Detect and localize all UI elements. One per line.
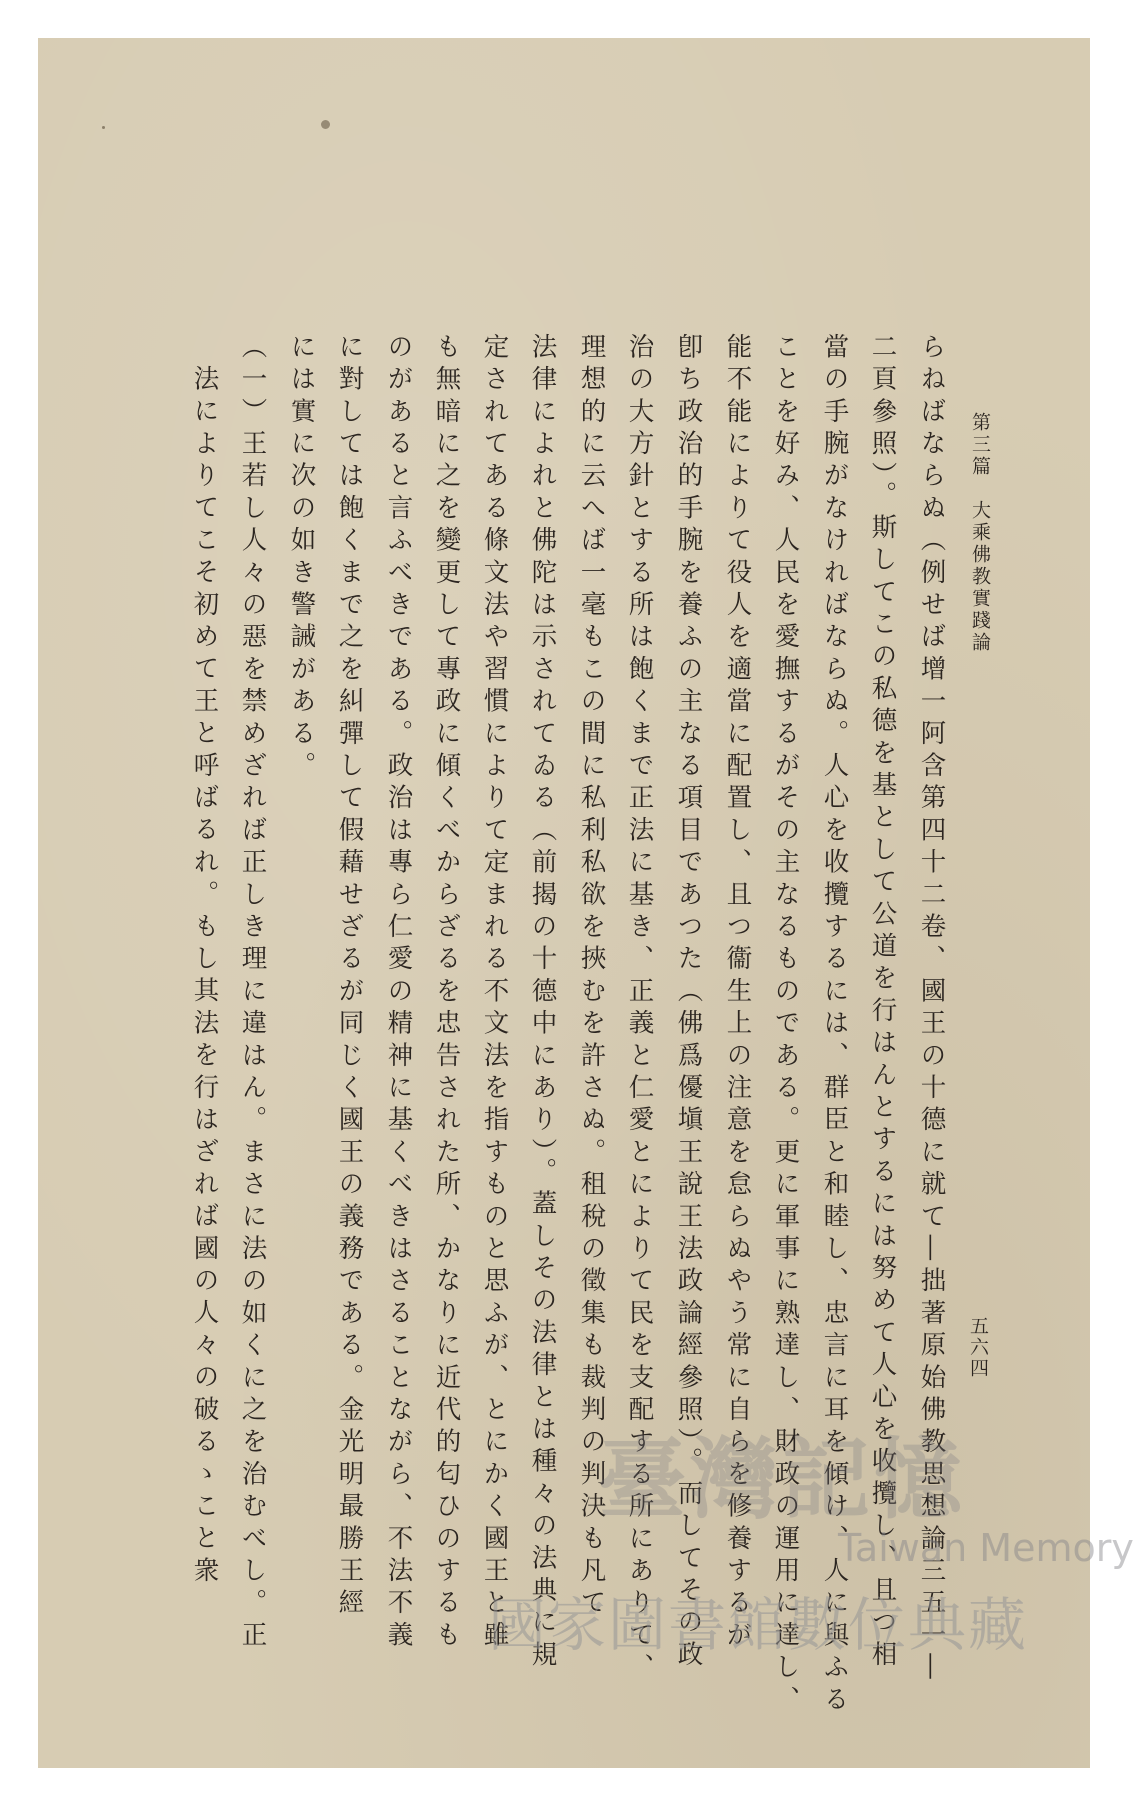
page-number: 五六四 [967, 1316, 989, 1379]
watermark-logo: 臺灣記憶 [598, 1428, 967, 1531]
text-column: 卽ち政治的手腕を養ふの主なる項目であつた（佛爲優塡王說王法政論經參照）。而してその政 [673, 333, 704, 1673]
text-column: も無暗に之を變更して專政に傾くべからざるを忠告された所、かなりに近代的匂ひのするも [431, 333, 462, 1654]
text-column: らねばならぬ（例せば增一阿含第四十二卷、國王の十德に就て―拙著原始佛教思想論三五一― [916, 333, 947, 1686]
text-column: 當の手腕がなければならぬ。人心を收攬するには、群臣と和睦し、忠言に耳を傾け、人に與ふる [819, 333, 850, 1718]
document-page [38, 38, 1134, 1768]
text-column: 治の大方針とする所は飽くまで正法に基き、正義と仁愛とによりて民を支配する所にありて、 [624, 333, 655, 1686]
watermark-chinese: 國家圖書館數位典藏 [488, 1591, 1029, 1659]
watermark-english: Taiwan Memory [838, 1526, 1134, 1570]
text-column: 定されてある條文法や習慣によりて定まれる不文法を指すものと思ふが、とにかく國王と雖 [479, 333, 510, 1654]
text-column: （一）王若し人々の惡を禁めざれば正しき理に違はん。まさに法の如くに之を治むべし。正 [237, 333, 268, 1654]
text-column: 二頁參照）。斯してこの私德を基として公道を行はんとするには努めて人心を收攬し、且つ相 [867, 333, 898, 1673]
text-column: に對しては飽くまで之を糾彈して假藉せざるが同じく國王の義務である。金光明最勝王經 [334, 333, 365, 1622]
paper-speck [321, 120, 330, 129]
text-column: には實に次の如き警誡がある。 [286, 333, 317, 784]
text-column: のがあると言ふべきである。政治は專ら仁愛の精神に基くべきはさることながら、不法不義 [383, 333, 414, 1654]
text-column: 理想的に云へば一毫もこの間に私利私欲を挾むを許さぬ。租稅の徵集も裁判の判決も凡て [576, 333, 607, 1621]
text-column: ことを好み、人民を愛撫するがその主なるものである。更に軍事に熟達し、財政の運用に達し、 [770, 333, 801, 1718]
text-column: 法律によれと佛陀は示されてゐる（前揭の十德中にあり）。蓋しその法律とは種々の法典に規 [527, 333, 558, 1673]
text-column: 法によりてこそ初めて王と呼ばるれ。もし其法を行はざれば國の人々の破るゝこと衆 [189, 365, 220, 1589]
running-header: 第三篇 大乘佛教實踐論 [969, 412, 991, 654]
text-column: 能不能によりて役人を適當に配置し、且つ衞生上の注意を怠らぬやう常に自らを修養するが [722, 333, 753, 1654]
paper-speck [102, 126, 105, 129]
